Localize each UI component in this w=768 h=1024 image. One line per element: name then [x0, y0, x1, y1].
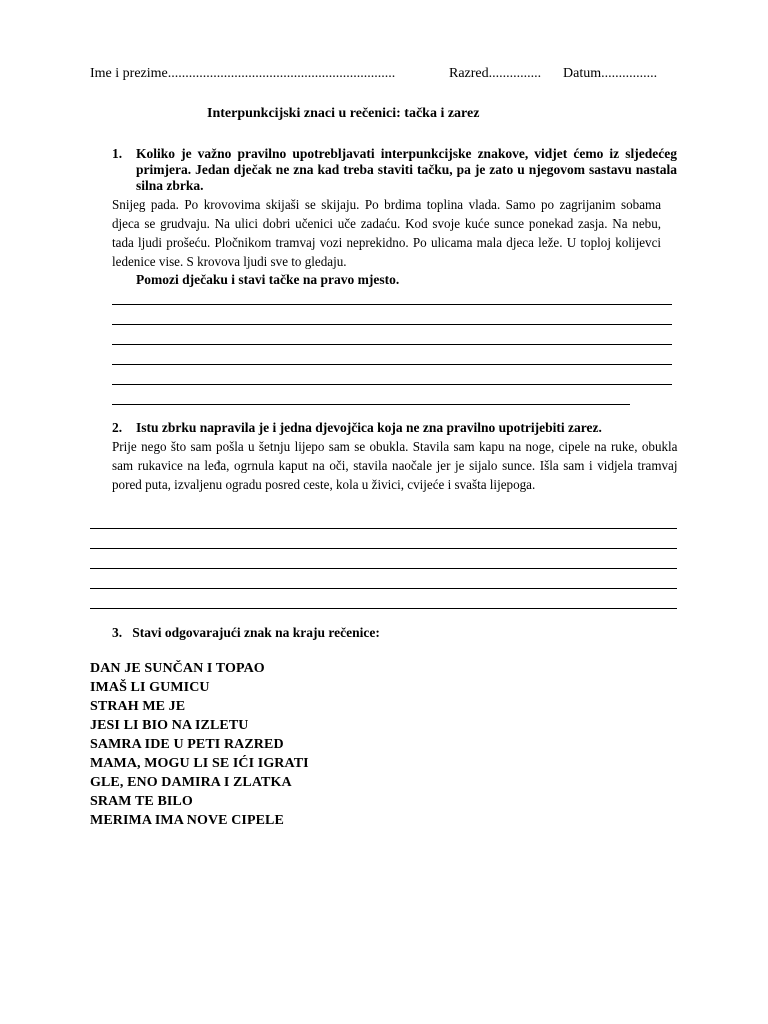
- answer-line[interactable]: [112, 325, 672, 345]
- answer-line[interactable]: [112, 305, 672, 325]
- task-2-question: Istu zbrku napravila je i jedna djevojčica koja ne zna pravilno upotrijebiti zarez.: [136, 420, 602, 435]
- task-3-question: Stavi odgovarajući znak na kraju rečenice:: [132, 625, 380, 640]
- sentence-item: DAN JE SUNČAN I TOPAO: [90, 661, 265, 676]
- answer-line[interactable]: [90, 529, 677, 549]
- answer-line[interactable]: [90, 549, 677, 569]
- sentence-item: GLE, ENO DAMIRA I ZLATKA: [90, 775, 292, 790]
- sentence-item: SAMRA IDE U PETI RAZRED: [90, 737, 284, 752]
- answer-line[interactable]: [90, 509, 677, 529]
- task-1-answer-lines: [112, 285, 672, 405]
- sentence-item: MERIMA IMA NOVE CIPELE: [90, 813, 284, 828]
- answer-line[interactable]: [112, 285, 672, 305]
- sentence-item: STRAH ME JE: [90, 699, 186, 714]
- sentence-item: MAMA, MOGU LI SE IĆI IGRATI: [90, 756, 309, 771]
- page-title: Interpunkcijski znaci u rečenici: tačka i zarez: [207, 106, 480, 121]
- sentence-item: IMAŠ LI GUMICU: [90, 680, 210, 695]
- task-3-heading: [112, 625, 380, 641]
- task-1-question: Koliko je važno pravilno upotrebljavati interpunkcijske znakove, vidjet ćemo iz sljedećeg primjera. Jedan dječak ne zna kad treba staviti tačku, pa je zato u njegovom sastavu nastala silna zbrka.: [136, 146, 677, 193]
- class-field: Razred...............: [449, 66, 542, 81]
- task-1-number: 1.: [112, 146, 123, 161]
- answer-line[interactable]: [90, 589, 677, 609]
- task-1-instruction: Pomozi dječaku i stavi tačke na pravo mjesto.: [136, 272, 400, 287]
- sentence-item: SRAM TE BILO: [90, 794, 193, 809]
- task-2: [112, 420, 677, 494]
- task-1-heading: [112, 146, 677, 194]
- task-2-answer-lines: [90, 509, 677, 609]
- task-2-passage: Prije nego što sam pošla u šetnju lijepo sam se obukla. Stavila sam kapu na noge, cipele na ruke, obukla sam rukavice na leđa, ogrnula kaput na oči, stavila naočale jer je sijalo sunce. Išla sam i vidjela tramvaj pored puta, izvaljenu ogradu posred ceste, kola u živici, cvijeće i svašta lijepoga.: [112, 439, 678, 492]
- task-2-number: 2.: [112, 420, 123, 435]
- task-1-passage: Snijeg pada. Po krovovima skijaši se skijaju. Po brdima toplina vlada. Samo po zagrijanim sobama djeca se grudvaju. Na ulici dobri učenici uče zadaću. Kod svoje kuće sunce ponekad zasja. Na nebu, tada ljudi prošeću. Pločnikom tramvaj vozi neprekidno. Po ulicama mala djeca leže. U toploj kolijevci ledenice vise. S krovova ljudi sve to gledaju.: [112, 197, 662, 269]
- answer-line[interactable]: [112, 345, 672, 365]
- task-3-number: 3.: [112, 625, 123, 640]
- name-field: Ime i prezime.................................................................: [90, 66, 396, 81]
- sentence-item: JESI LI BIO NA IZLETU: [90, 718, 249, 733]
- answer-line[interactable]: [112, 365, 672, 385]
- task-2-heading: [112, 420, 677, 436]
- answer-line[interactable]: [112, 385, 630, 405]
- task-3-sentences: [90, 659, 309, 830]
- task-1: [112, 146, 677, 288]
- answer-line[interactable]: [90, 569, 677, 589]
- date-field: Datum................: [563, 66, 658, 81]
